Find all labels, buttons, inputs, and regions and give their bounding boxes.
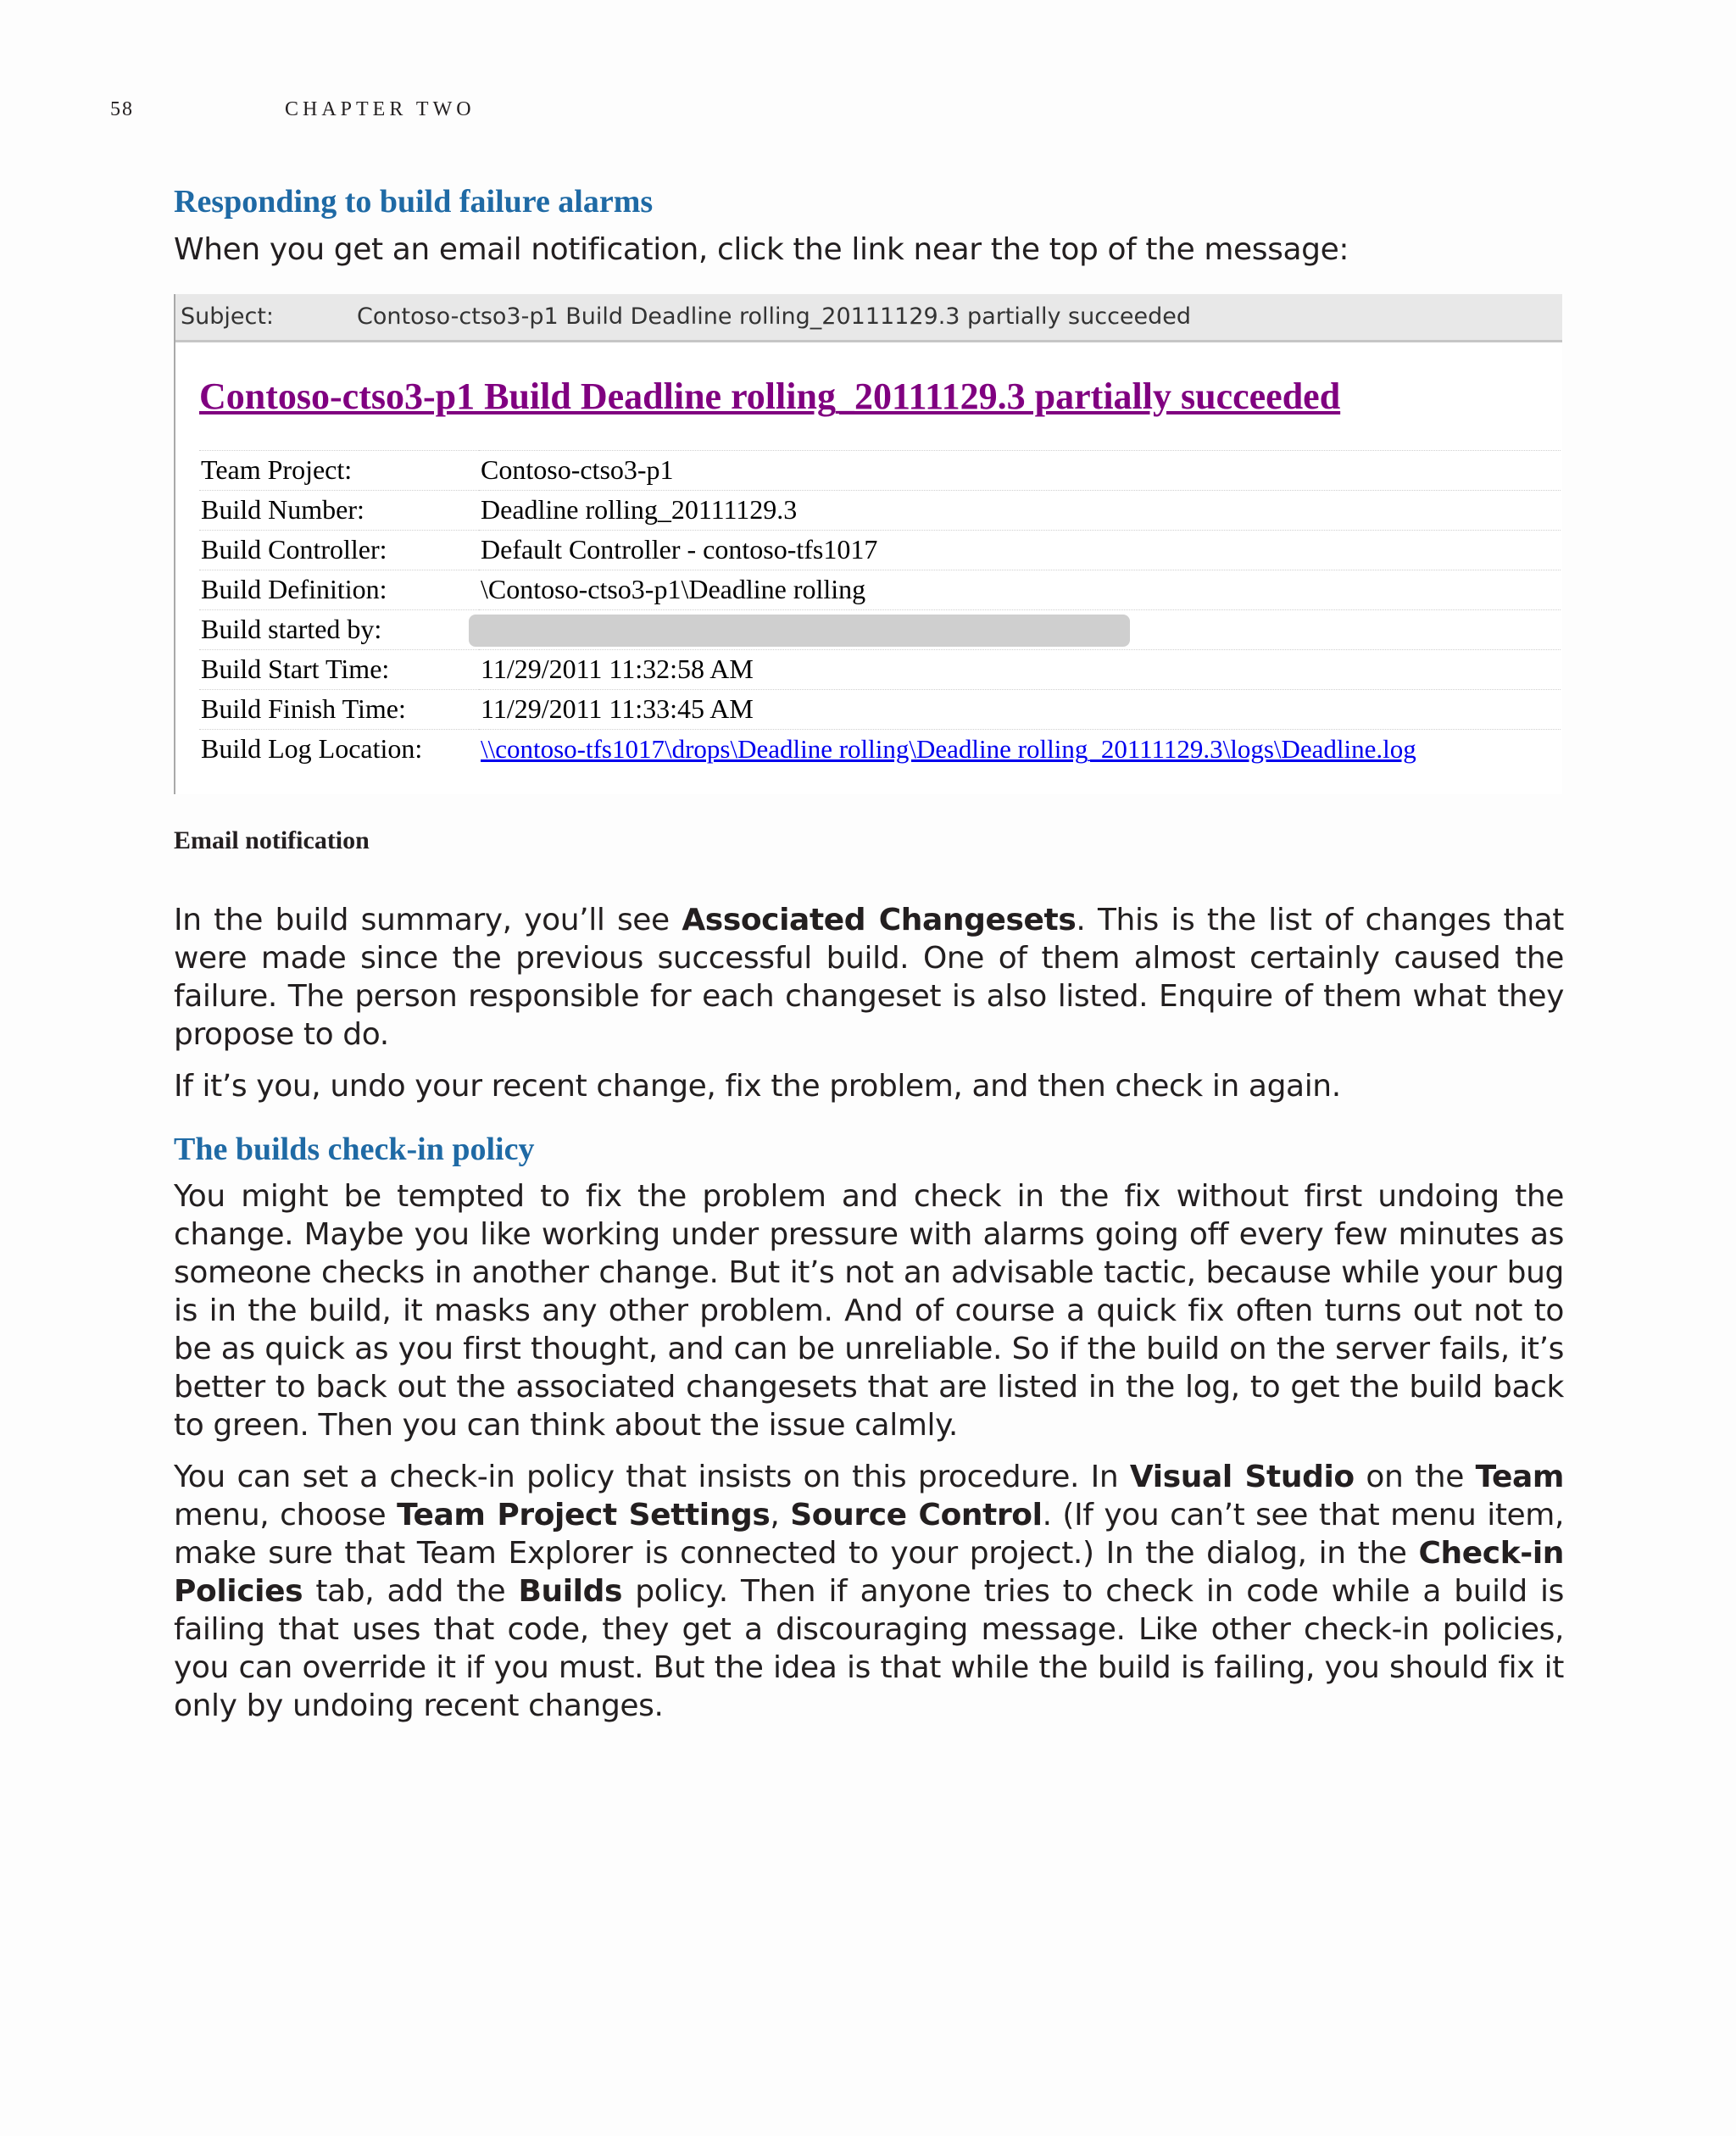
- text-run: . (If you can’t see that menu item, make sure that Team Explorer is connected to your project.) In the dialog, in the: [174, 1498, 1564, 1571]
- detail-key: Build Finish Time:: [199, 689, 479, 729]
- email-body: [175, 342, 1562, 794]
- page-content: [174, 183, 1564, 1738]
- detail-key: Build Start Time:: [199, 649, 479, 689]
- redaction-bar: [469, 615, 1130, 647]
- table-row: [199, 570, 1561, 609]
- detail-key: Build Log Location:: [199, 729, 479, 769]
- detail-value: Default Controller - contoso-tfs1017: [479, 530, 1561, 570]
- section-heading-responding: Responding to build failure alarms: [174, 184, 654, 220]
- table-row: [199, 530, 1561, 570]
- text-run: ,: [770, 1498, 791, 1533]
- section-heading-checkin-policy: The builds check-in policy: [174, 1131, 535, 1167]
- text-run: You can set a check-in policy that insists on this procedure. In: [174, 1460, 1130, 1495]
- detail-value: Deadline rolling_20111129.3: [479, 490, 1561, 530]
- subject-value: Contoso-ctso3-p1 Build Deadline rolling_20111129.3 partially succeeded: [357, 303, 1192, 331]
- paragraph-undo: If it’s you, undo your recent change, fix the problem, and then check in again.: [174, 1068, 1341, 1104]
- text-run: menu, choose: [174, 1498, 398, 1533]
- intro-paragraph: When you get an email notification, click the link near the top of the message:: [174, 231, 1349, 267]
- bold-term: Visual Studio: [1129, 1460, 1355, 1495]
- detail-value: 11/29/2011 11:33:45 AM: [479, 689, 1561, 729]
- detail-key: Build Number:: [199, 490, 479, 530]
- paragraph-associated-changesets: [174, 901, 1564, 1054]
- detail-key: Build started by:: [199, 609, 479, 649]
- table-row: [199, 689, 1561, 729]
- text-run: tab, add the: [303, 1574, 519, 1610]
- table-row: [199, 450, 1561, 490]
- bold-term: Check-in Policies: [174, 1536, 1564, 1610]
- email-screenshot: [174, 294, 1562, 794]
- detail-key: Build Controller:: [199, 530, 479, 570]
- table-row: [199, 649, 1561, 689]
- paragraph-checkin-policy: [174, 1458, 1564, 1725]
- table-row: [199, 490, 1561, 530]
- detail-value: Contoso-ctso3-p1: [479, 450, 1561, 490]
- table-row: [199, 729, 1561, 769]
- bold-term: Associated Changesets: [682, 902, 1077, 937]
- subject-label: Subject:: [181, 303, 275, 331]
- bold-term: Team Project Settings: [397, 1498, 771, 1533]
- chapter-label: CHAPTER TWO: [285, 98, 476, 120]
- bold-term: Team: [1475, 1460, 1565, 1495]
- table-row: [199, 609, 1561, 649]
- text-run: policy. Then if anyone tries to check in code while a build is failing that uses that code, they get a discouraging message. Like other check-in policies, you can override it if you must. But the idea is that while the build is failing, you should fix it only by undoing recent changes.: [174, 1574, 1564, 1724]
- build-details-table: [199, 450, 1561, 769]
- detail-value: [479, 729, 1561, 769]
- text-run: In the build summary, you’ll see: [174, 902, 682, 937]
- detail-value: \Contoso-ctso3-p1\Deadline rolling: [479, 570, 1561, 609]
- bold-term: Builds: [518, 1574, 623, 1610]
- bold-term: Source Control: [790, 1498, 1043, 1533]
- detail-value-redacted: [479, 609, 1561, 649]
- email-subject-bar: [175, 294, 1562, 342]
- figure-caption: Email notification: [174, 826, 370, 854]
- text-run: on the: [1354, 1460, 1476, 1495]
- detail-key: Team Project:: [199, 450, 479, 490]
- text-run: . This is the list of changes that were made since the previous successful build. One of them almost certainly caused the failure. The person responsible for each changeset is also listed. Enquire of them what they propose to do.: [174, 902, 1564, 1052]
- build-result-link[interactable]: Contoso-ctso3-p1 Build Deadline rolling_20111129.3 partially succeeded: [199, 375, 1341, 417]
- log-location-link[interactable]: \\contoso-tfs1017\drops\Deadline rolling\Deadline rolling_20111129.3\logs\Deadline.log: [481, 734, 1416, 765]
- detail-key: Build Definition:: [199, 570, 479, 609]
- page-number: 58: [110, 98, 134, 120]
- paragraph-tempted: You might be tempted to fix the problem and check in the fix without first undoing the change. Maybe you like working under pressure with alarms going off every few minutes as someone checks in another change. But it’s not an advisable tactic, because while your bug is in the build, it masks any other problem. And of course a quick fix often turns out not to be as quick as you first thought, and can be unreliable. So if the build on the server fails, it’s better to back out the associated changesets that are listed in the log, to get the build back to green. Then you can think about the issue calmly.: [174, 1179, 1564, 1443]
- detail-value: 11/29/2011 11:32:58 AM: [479, 649, 1561, 689]
